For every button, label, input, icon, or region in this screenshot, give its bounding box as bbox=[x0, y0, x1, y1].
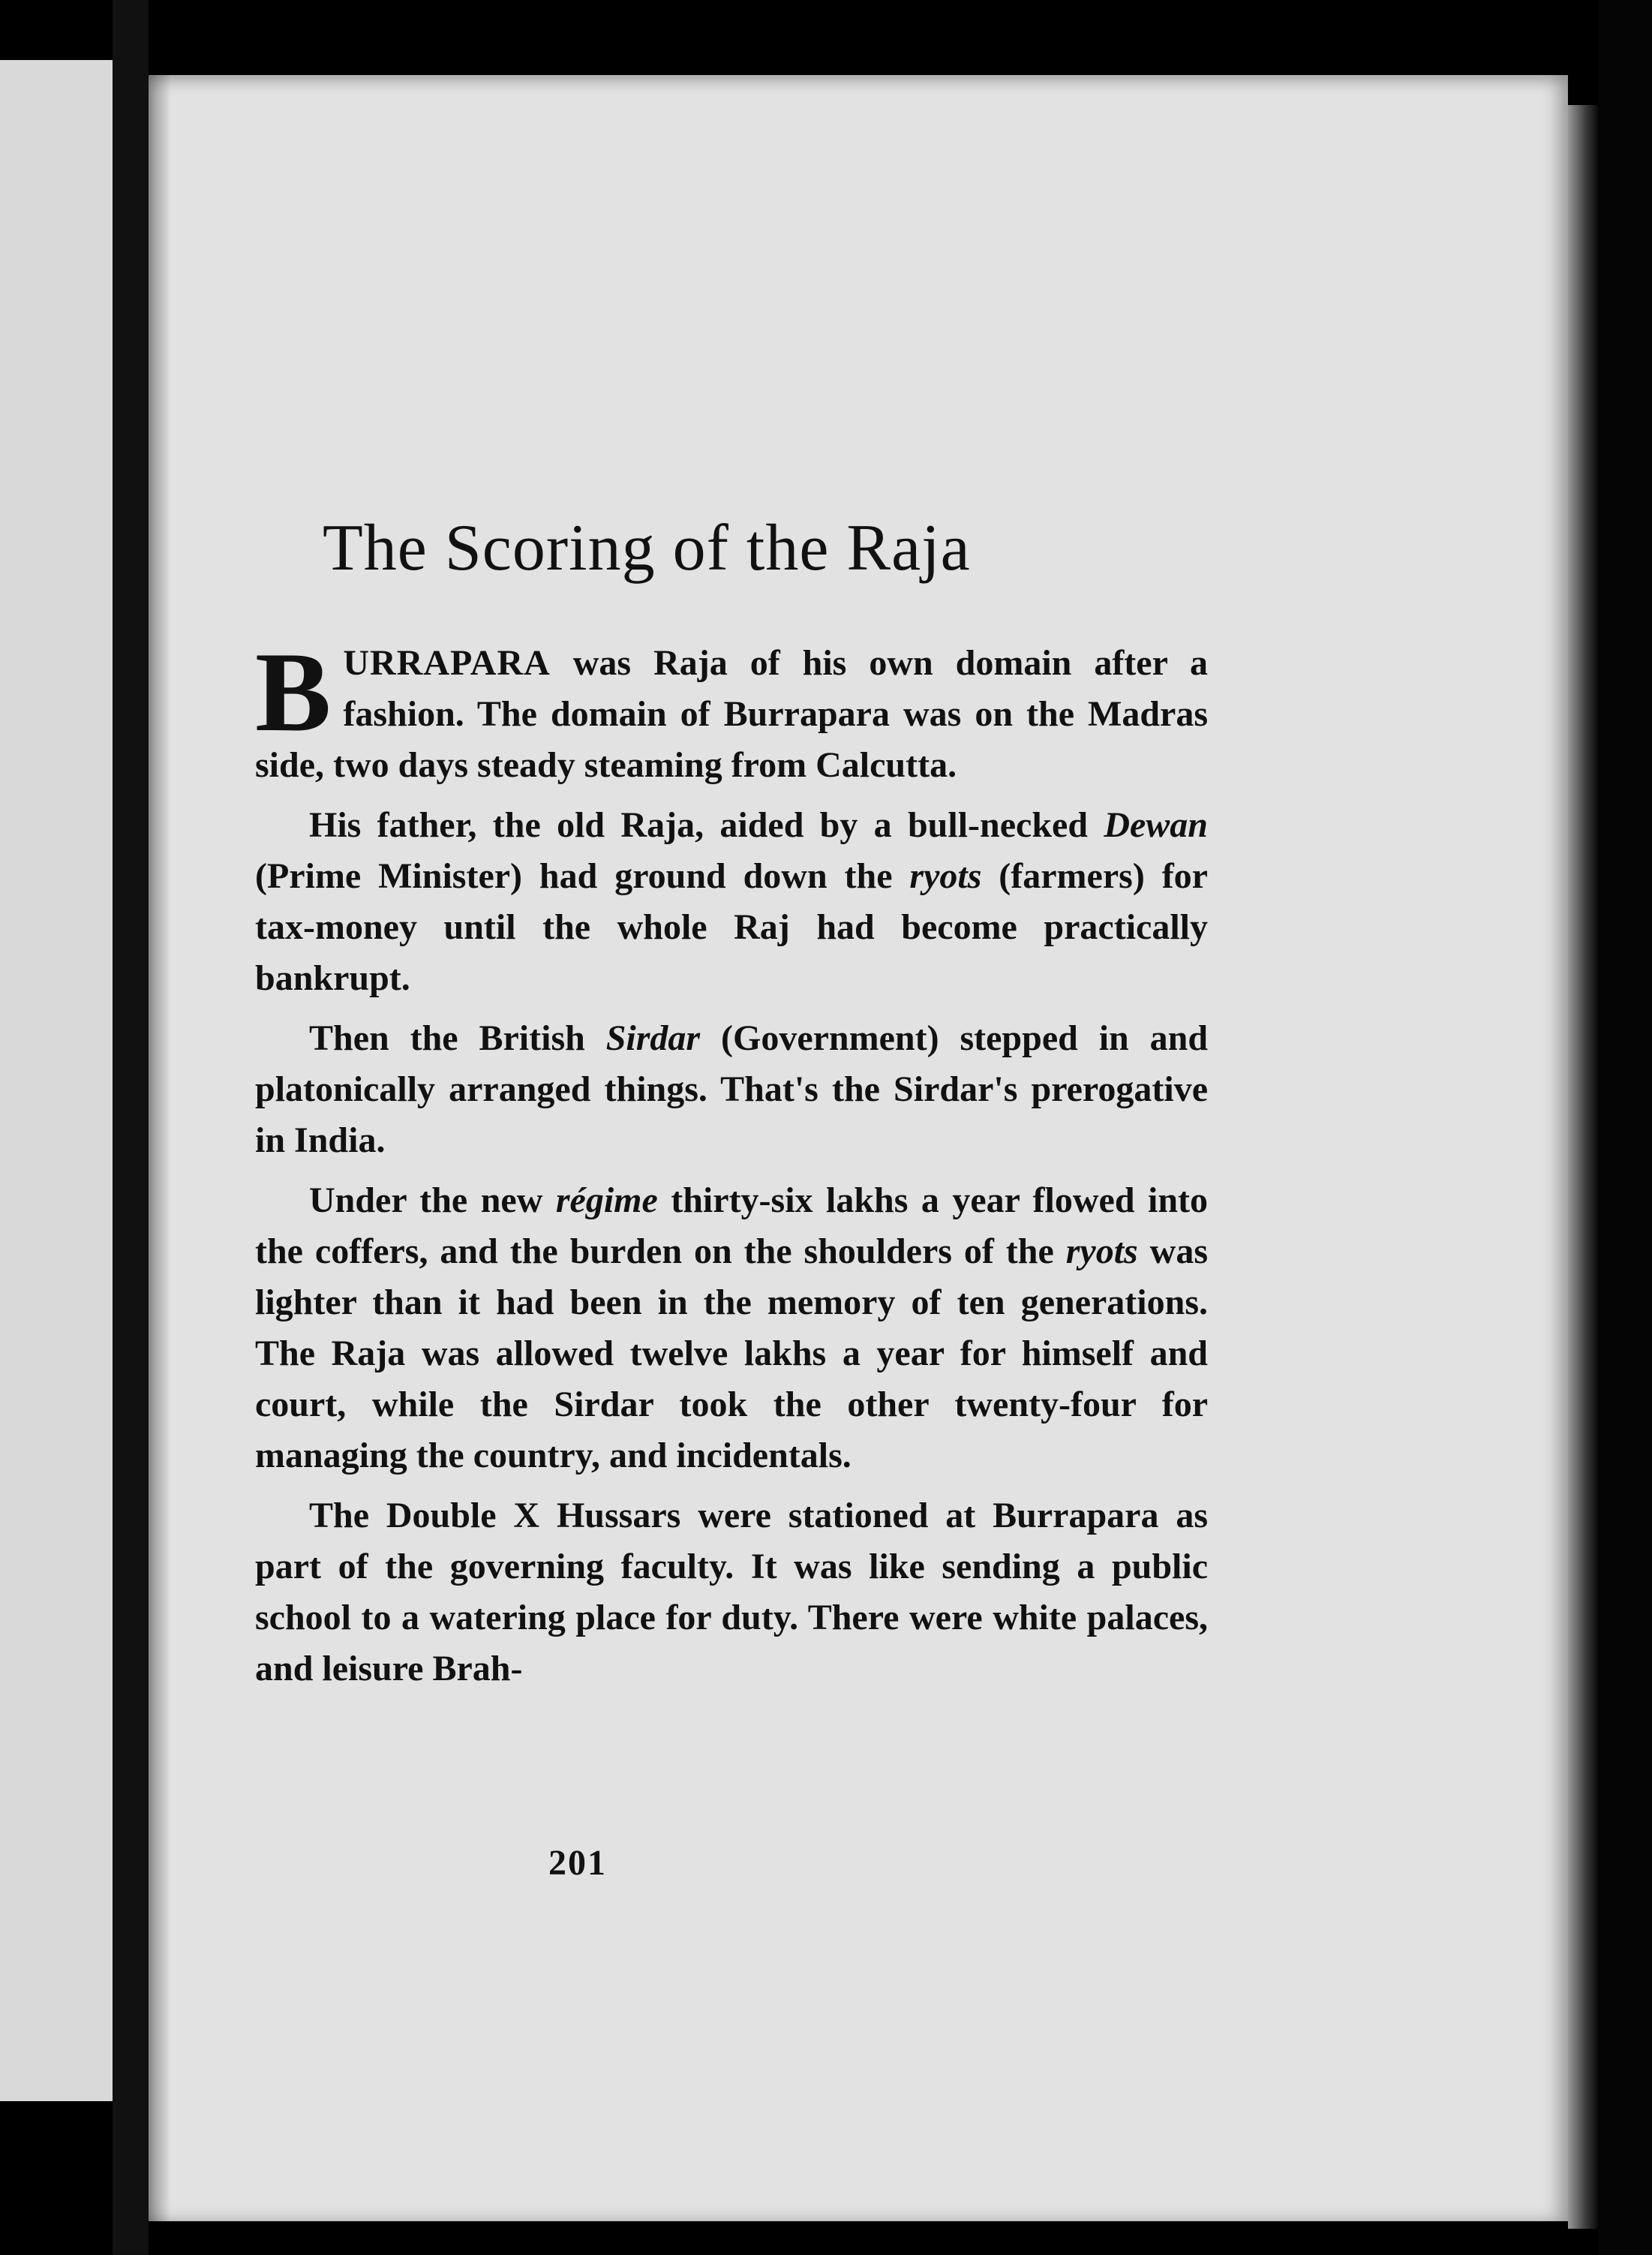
paragraph-3-text: (Government) stepped in and platonically arranged things. That's the Sirdar's prerogative in India. bbox=[255, 1018, 1209, 1160]
chapter-title: The Scoring of the Raja bbox=[323, 512, 971, 585]
paragraph-4-text: thirty-six lakhs a year flowed into the coffers, and the burden on the shoulders of the bbox=[255, 1180, 1208, 1271]
page-fold-shadow bbox=[149, 75, 171, 2221]
italic-term: régime bbox=[555, 1180, 658, 1220]
lead-in-caps: URRAPARA bbox=[343, 643, 551, 683]
italic-term: ryots bbox=[1065, 1231, 1138, 1271]
paragraph-2-text: His father, the old Raja, aided by a bull-necked bbox=[309, 805, 1104, 845]
paragraph-3 bbox=[255, 1013, 1208, 1166]
italic-term: ryots bbox=[909, 856, 982, 896]
paragraph-5 bbox=[255, 1490, 1208, 1694]
paragraph-2-text: (farmers) for tax-money until the whole Raj had become practically bankrupt. bbox=[255, 856, 1208, 998]
paragraph-2 bbox=[255, 800, 1208, 1004]
book-gutter bbox=[113, 0, 149, 2255]
paragraph-5-text: The Double X Hussars were stationed at Burrapara as part of the governing faculty. It was like sending a public school to a watering place for duty. There were white palaces, and leisure Brah- bbox=[255, 1496, 1208, 1688]
facing-page-edge bbox=[0, 60, 116, 2101]
paragraph-1 bbox=[255, 629, 1208, 791]
paragraph-4-text: Under the new bbox=[309, 1180, 556, 1220]
paragraph-3-text: Then the British bbox=[309, 1018, 606, 1058]
page-number: 201 bbox=[548, 1843, 607, 1883]
italic-term: Dewan bbox=[1104, 805, 1208, 845]
paragraph-2-text: (Prime Minister) had ground down the bbox=[255, 856, 910, 896]
italic-term: Sirdar bbox=[605, 1018, 701, 1058]
drop-cap: B bbox=[255, 629, 332, 755]
paragraph-1-text: was Raja of his own domain after a fashion. The domain of Burrapara was on the Madras side, two days steady steaming from Calcutta. bbox=[255, 643, 1208, 785]
book-cover-edge bbox=[1598, 0, 1652, 2255]
paragraph-4-text: was lighter than it had been in the memory of ten generations. The Raja was allowed twelve lakhs a year for himself and court, while the Sirdar took the other twenty-four for managing the country, and incidentals. bbox=[255, 1231, 1208, 1475]
paragraph-4 bbox=[255, 1175, 1208, 1481]
body-text bbox=[255, 629, 1209, 1703]
page-stack-edge bbox=[1568, 105, 1598, 2229]
